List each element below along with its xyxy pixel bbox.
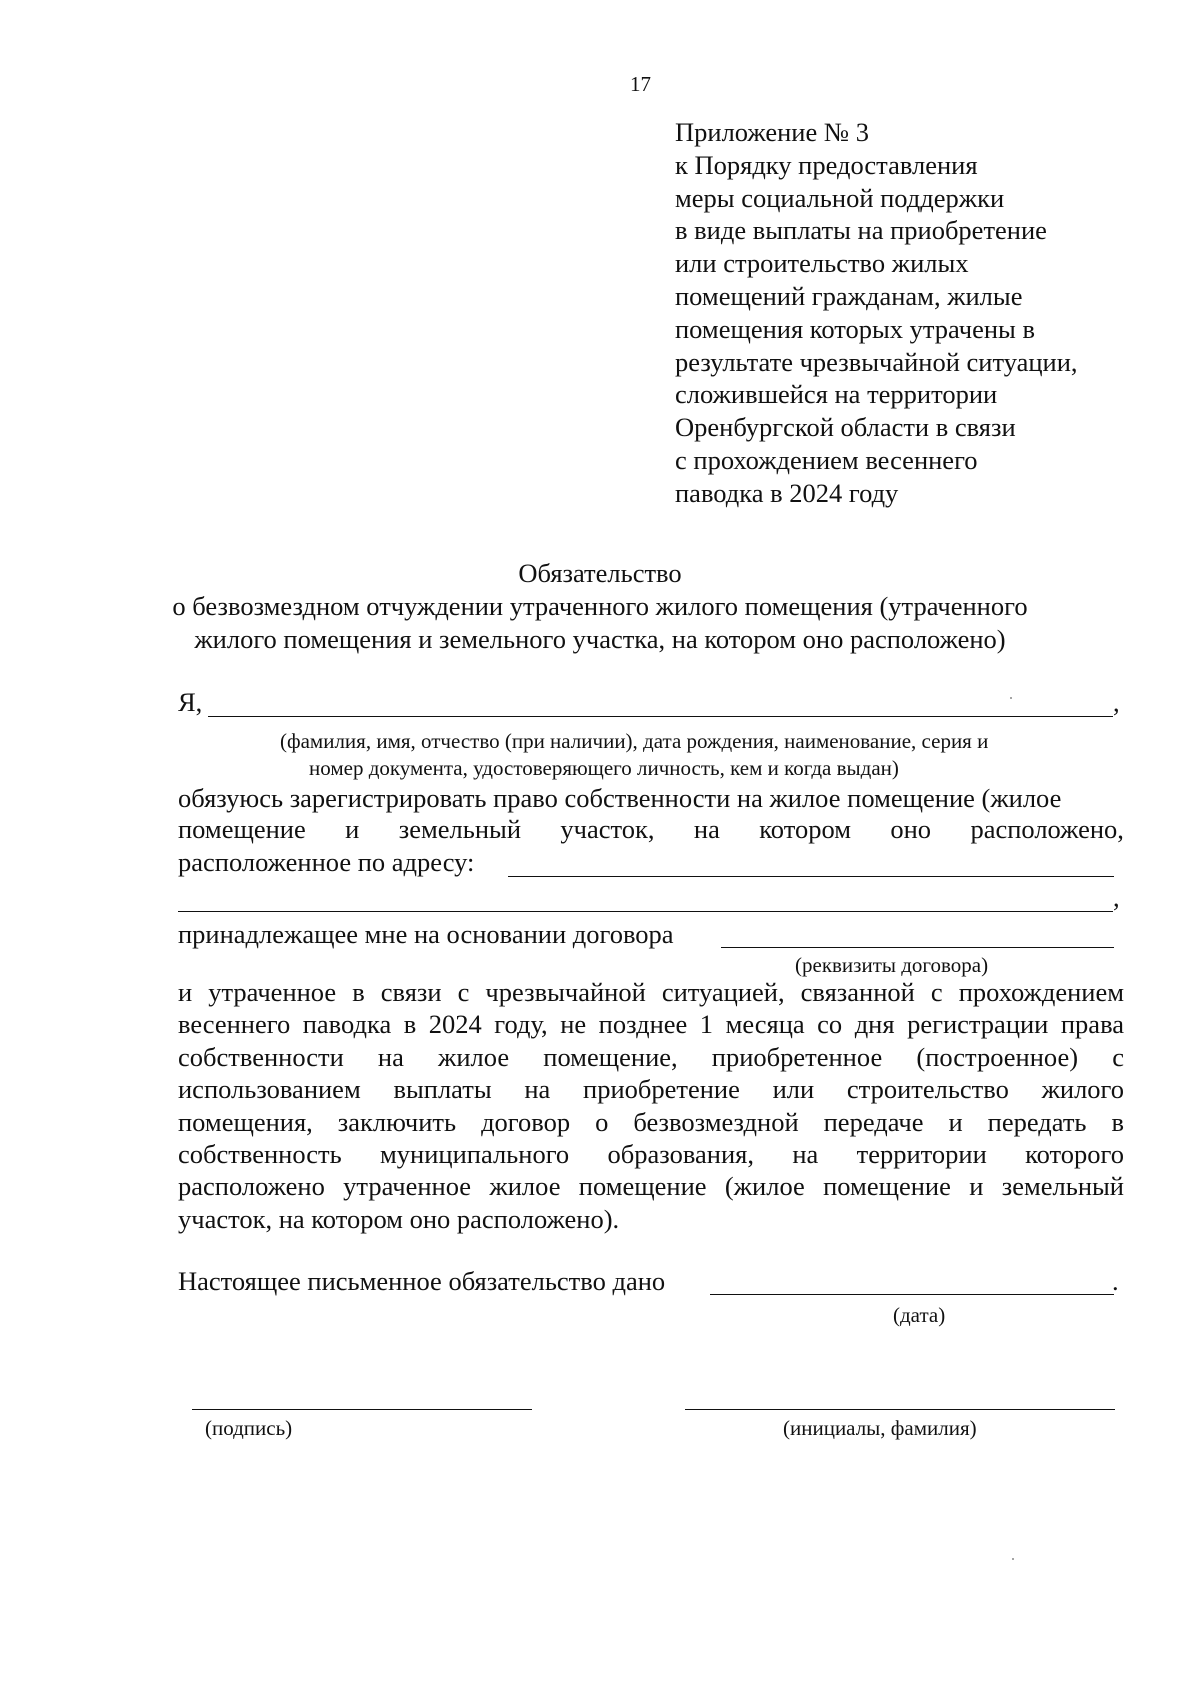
contract-label: принадлежащее мне на основании договора	[178, 919, 674, 949]
appendix-line: помещения которых утрачены в	[675, 313, 1035, 344]
paragraph-line: участок, на котором оно расположено).	[178, 1203, 620, 1234]
appendix-line: помещений гражданам, жилые	[675, 280, 1023, 311]
caption-person: номер документа, удостоверяющего личность, кем и когда выдан)	[309, 756, 899, 780]
caption-signature: (подпись)	[205, 1416, 293, 1440]
paragraph-line: помещения, заключить договор о безвозмездной передаче и передать в	[178, 1106, 1124, 1137]
word: оно	[890, 814, 932, 844]
scan-speck	[1012, 1558, 1014, 1560]
name-initials-line[interactable]	[685, 1409, 1115, 1410]
page-number: 17	[630, 72, 651, 96]
word: котором	[759, 814, 851, 844]
appendix-line: к Порядку предоставления	[675, 149, 978, 180]
name-fill-line[interactable]	[208, 716, 1113, 717]
given-period: .	[1112, 1266, 1119, 1296]
paragraph-line: весеннего паводка в 2024 году, не позднее 1 месяца со дня регистрации права	[178, 1009, 1124, 1040]
address-fill-line[interactable]	[508, 876, 1114, 877]
word: расположено,	[970, 814, 1124, 844]
obligation-paragraph	[178, 976, 1124, 1235]
given-label: Настоящее письменное обязательство дано	[178, 1266, 666, 1296]
word: помещение	[178, 814, 306, 844]
appendix-line: Приложение № 3	[675, 117, 870, 147]
appendix-line: сложившейся на территории	[675, 379, 998, 410]
word: участок,	[560, 814, 655, 844]
obligation-line-justified	[178, 814, 1124, 845]
paragraph-line: расположено утраченное жилое помещение (жилое помещение и земельный	[178, 1171, 1124, 1202]
paragraph-line: собственность муниципального образования, на территории которого	[178, 1139, 1124, 1170]
document-subtitle-line: о безвозмездном отчуждении утраченного жилого помещения (утраченного	[172, 591, 1028, 621]
i-line-comma: ,	[1113, 687, 1120, 717]
obligation-line: обязуюсь зарегистрировать право собственности на жилое помещение (жилое	[178, 783, 1062, 813]
caption-contract: (реквизиты договора)	[795, 953, 989, 977]
date-fill-line[interactable]	[710, 1294, 1114, 1295]
appendix-line: в виде выплаты на приобретение	[675, 215, 1047, 246]
document-subtitle-line: жилого помещения и земельного участка, на котором оно расположено)	[194, 624, 1006, 654]
address-line-comma: ,	[1113, 882, 1120, 912]
i-label: Я,	[178, 687, 203, 717]
appendix-line: Оренбургской области в связи	[675, 412, 1016, 443]
appendix-header	[675, 116, 1078, 510]
paragraph-line: и утраченное в связи с чрезвычайной ситуацией, связанной с прохождением	[178, 977, 1124, 1007]
appendix-line: или строительство жилых	[675, 248, 969, 279]
address-label: расположенное по адресу:	[178, 847, 475, 877]
appendix-line: с прохождением весеннего	[675, 444, 978, 475]
appendix-line: паводка в 2024 году	[675, 477, 899, 508]
caption-name: (инициалы, фамилия)	[783, 1416, 977, 1440]
contract-fill-line[interactable]	[721, 947, 1114, 948]
scan-speck	[1010, 697, 1012, 699]
word: на	[693, 814, 720, 844]
document-title: Обязательство	[518, 558, 682, 588]
caption-date: (дата)	[893, 1303, 946, 1327]
word: и	[345, 814, 360, 844]
paragraph-line: собственности на жилое помещение, приобретенное (построенное) с	[178, 1041, 1124, 1072]
address-fill-line-2[interactable]	[178, 911, 1113, 912]
appendix-line: результате чрезвычайной ситуации,	[675, 346, 1078, 377]
caption-person: (фамилия, имя, отчество (при наличии), дата рождения, наименование, серия и	[280, 729, 989, 753]
appendix-line: меры социальной поддержки	[675, 182, 1005, 213]
signature-line[interactable]	[192, 1409, 532, 1410]
word: земельный	[398, 814, 522, 844]
paragraph-line: использованием выплаты на приобретение или строительство жилого	[178, 1074, 1124, 1105]
